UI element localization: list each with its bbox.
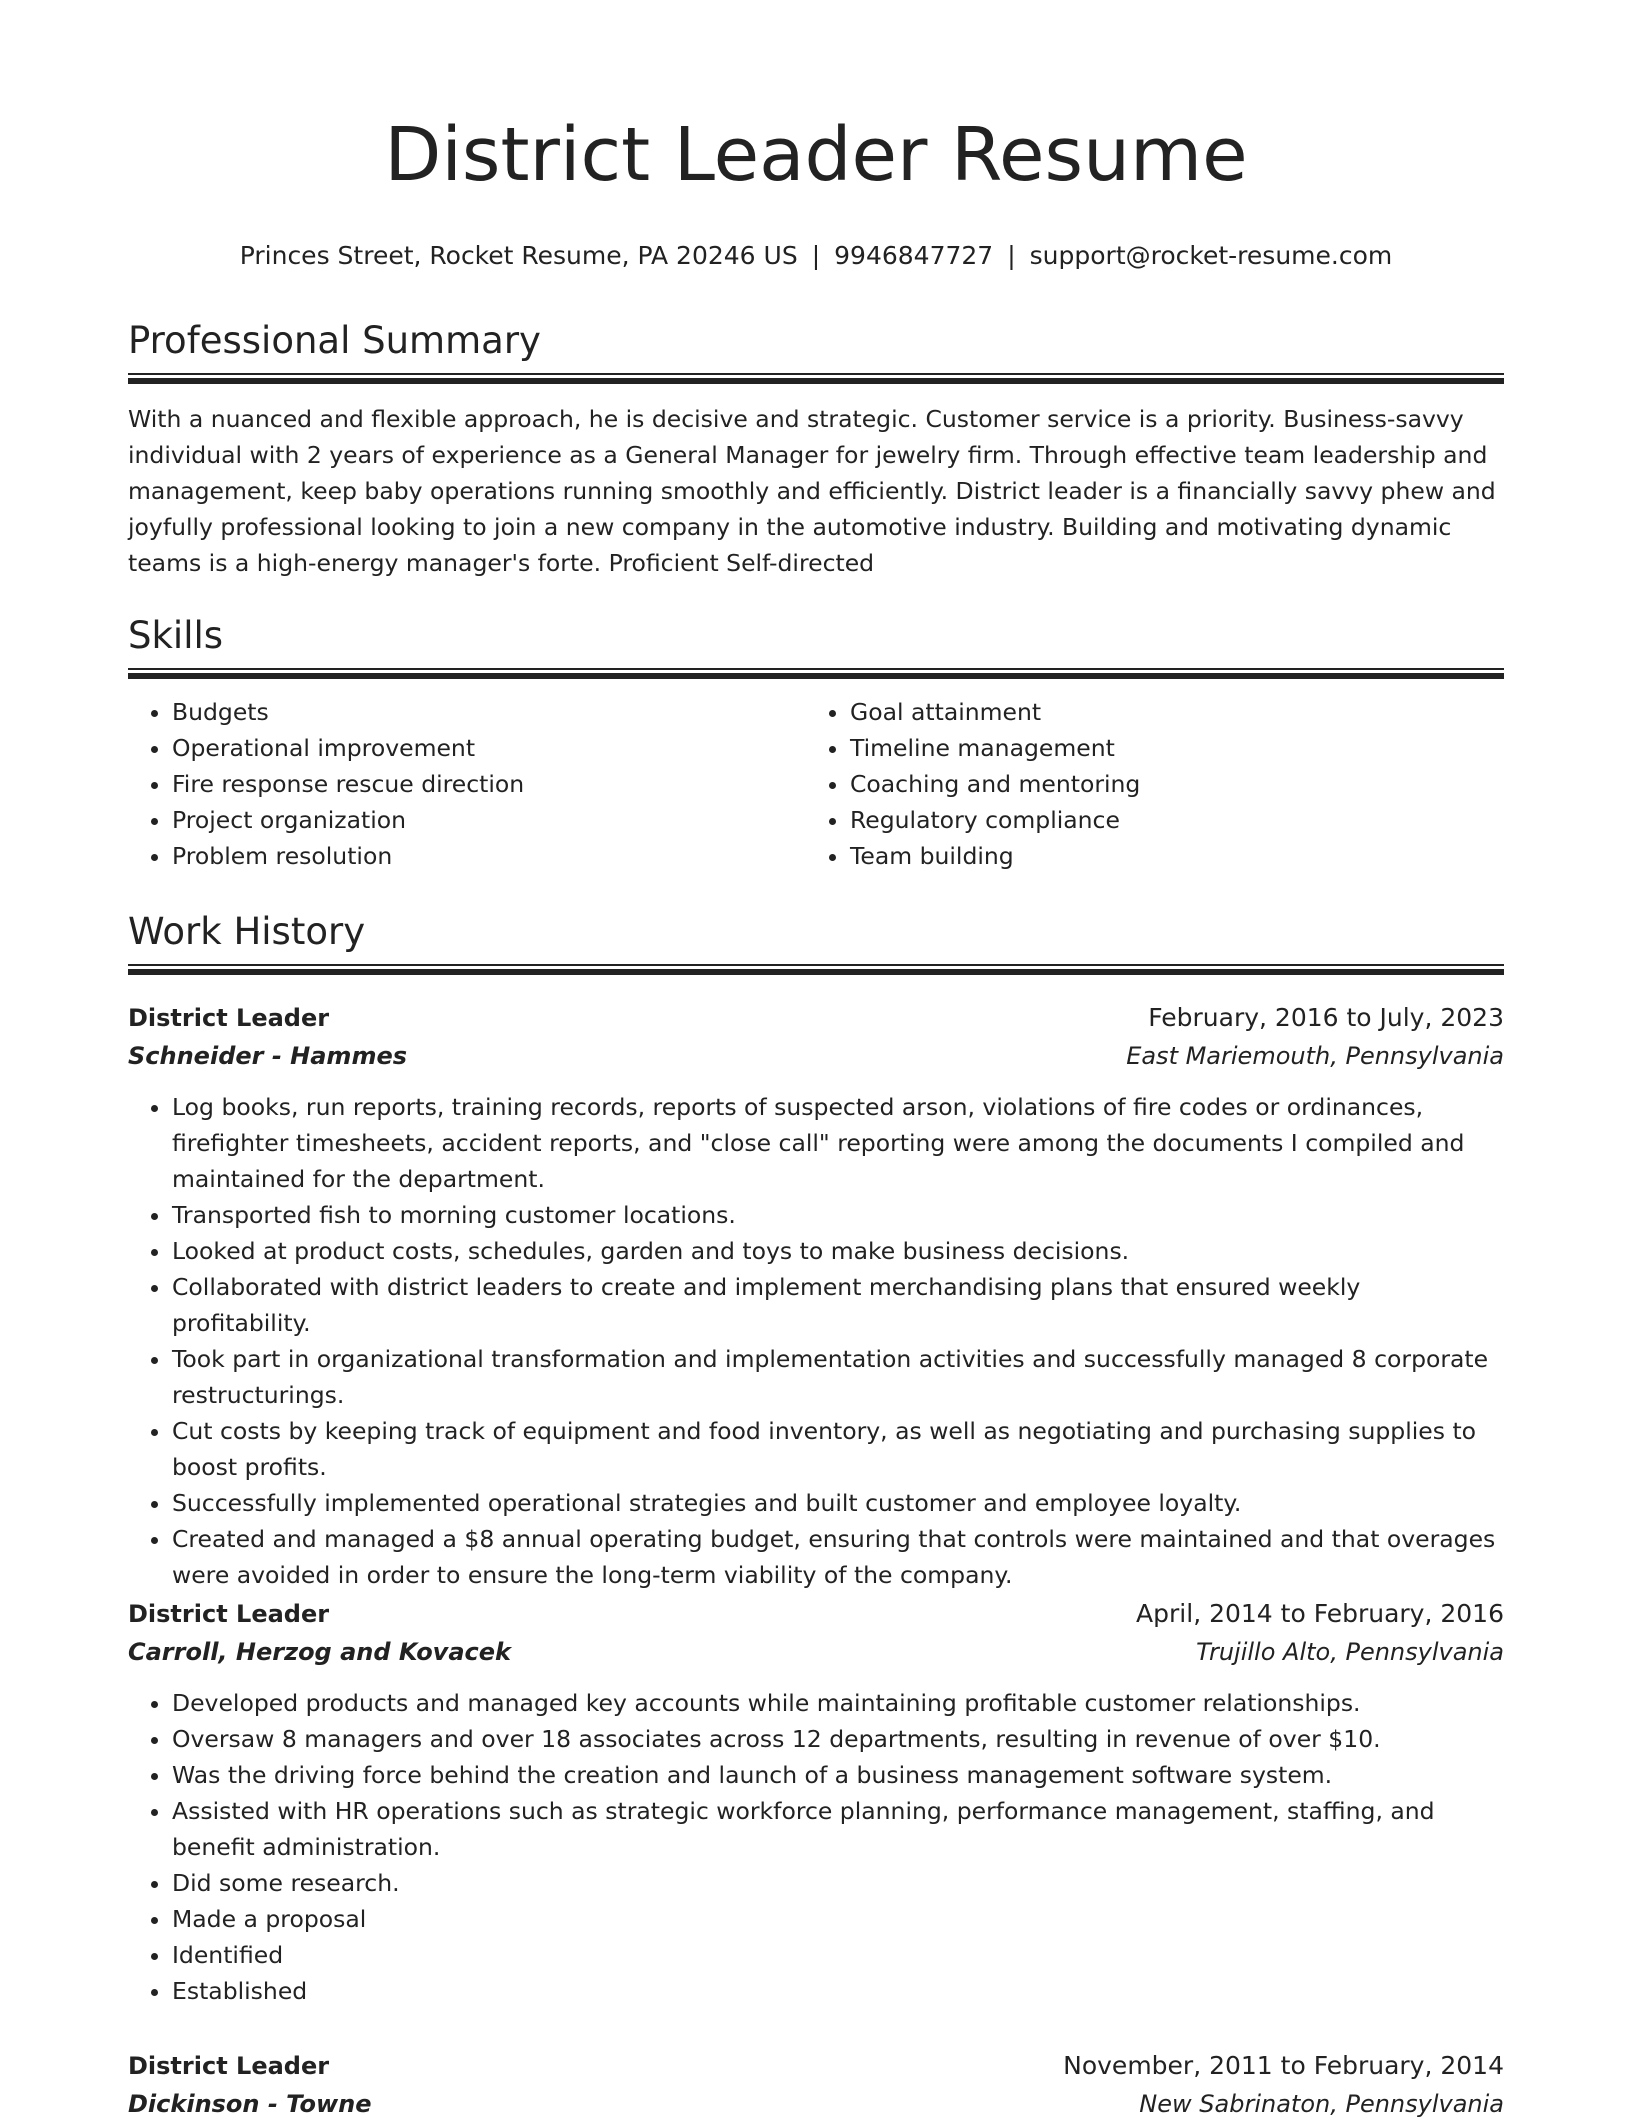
job-title: District Leader	[128, 2052, 330, 2080]
job-bullet: • Collaborated with district leaders to create and implement merchandising plans that ensured weekly profitability.	[172, 1269, 1504, 1341]
job-company-row	[128, 1633, 1504, 1671]
job-dates: November, 2011 to February, 2014	[1063, 2051, 1504, 2080]
work-history-section	[128, 910, 1504, 974]
work-history-heading: Work History	[128, 910, 366, 953]
job-bullets	[128, 1685, 1504, 2009]
skill-item: • Regulatory compliance	[850, 802, 1484, 838]
job-bullets	[128, 1089, 1504, 1593]
skill-item: • Project organization	[172, 802, 806, 838]
job-title: District Leader	[128, 1600, 330, 1628]
job-company: Schneider - Hammes	[128, 1042, 408, 1070]
skill-item: • Budgets	[172, 694, 806, 730]
job-bullet: • Assisted with HR operations such as strategic workforce planning, performance management, staffing, and benefit administration.	[172, 1793, 1504, 1865]
job-bullet: • Oversaw 8 managers and over 18 associates across 12 departments, resulting in revenue of over $10.	[172, 1721, 1504, 1757]
job-location: East Mariemouth, Pennsylvania	[1126, 1042, 1504, 1070]
job-entry	[128, 999, 1504, 1593]
skills-list-right	[806, 694, 1484, 874]
section-divider	[128, 964, 1504, 974]
job-bullet: • Established	[172, 1973, 1504, 2009]
contact-phone: 9946847727	[834, 241, 994, 270]
job-bullet: • Was the driving force behind the creation and launch of a business management software system.	[172, 1757, 1504, 1793]
skill-item: • Timeline management	[850, 730, 1484, 766]
job-title: District Leader	[128, 1004, 330, 1032]
job-dates: April, 2014 to February, 2016	[1136, 1599, 1504, 1628]
job-company: Dickinson - Towne	[128, 2090, 372, 2118]
job-bullet: • Looked at product costs, schedules, garden and toys to make business decisions.	[172, 1233, 1504, 1269]
skill-item: • Coaching and mentoring	[850, 766, 1484, 802]
job-location: New Sabrinaton, Pennsylvania	[1139, 2090, 1504, 2118]
job-bullet: • Took part in organizational transformation and implementation activities and successfully managed 8 corporate restructurings.	[172, 1341, 1504, 1413]
section-divider	[128, 668, 1504, 678]
job-location: Trujillo Alto, Pennsylvania	[1196, 1638, 1504, 1666]
skill-item: • Goal attainment	[850, 694, 1484, 730]
contact-email[interactable]: support@rocket-resume.com	[1029, 241, 1393, 270]
job-company-row	[128, 1037, 1504, 1075]
job-bullet: • Identified	[172, 1937, 1504, 1973]
job-entry	[128, 1595, 1504, 2009]
skill-item: • Fire response rescue direction	[172, 766, 806, 802]
job-dates: February, 2016 to July, 2023	[1148, 1003, 1504, 1032]
job-bullet: • Did some research.	[172, 1865, 1504, 1901]
summary-section	[128, 319, 1504, 581]
job-header-row	[128, 2047, 1504, 2085]
skills-list-left	[128, 694, 806, 874]
skill-item: • Operational improvement	[172, 730, 806, 766]
skills-heading: Skills	[128, 614, 224, 657]
skills-grid	[128, 694, 1504, 874]
skill-item: • Problem resolution	[172, 838, 806, 874]
job-bullet: • Created and managed a $8 annual operating budget, ensuring that controls were maintained and that overages were avoided in order to ensure the long-term viability of the company.	[172, 1521, 1504, 1593]
job-company: Carroll, Herzog and Kovacek	[128, 1638, 511, 1666]
job-bullet: • Successfully implemented operational strategies and built customer and employee loyalty.	[172, 1485, 1504, 1521]
job-bullet: • Developed products and managed key accounts while maintaining profitable customer relationships.	[172, 1685, 1504, 1721]
job-header-row	[128, 999, 1504, 1037]
contact-separator: |	[811, 241, 821, 270]
job-header-row	[128, 1595, 1504, 1633]
job-bullet: • Made a proposal	[172, 1901, 1504, 1937]
skill-item: • Team building	[850, 838, 1484, 874]
resume-title: District Leader Resume	[384, 112, 1248, 198]
skills-section	[128, 614, 1504, 874]
job-bullet: • Log books, run reports, training records, reports of suspected arson, violations of fire codes or ordinances, firefighter timesheets, accident reports, and "close call" reporting were among the documents I compiled and maintained for the department.	[172, 1089, 1504, 1197]
contact-line	[128, 241, 1504, 271]
section-divider	[128, 373, 1504, 383]
job-company-row	[128, 2085, 1504, 2123]
contact-separator: |	[1007, 241, 1016, 270]
summary-text: With a nuanced and flexible approach, he is decisive and strategic. Customer service is a priority. Business-savvy individual with 2 years of experience as a General Manager for jewelry firm. Through effective team leadership and management, keep baby operations running smoothly and efficiently. District leader is a financially savvy phew and joyfully professional looking to join a new company in the automotive industry. Building and motivating dynamic teams is a high-energy manager's forte. Proficient Self-directed	[128, 405, 1496, 577]
contact-address: Princes Street, Rocket Resume, PA 20246 US	[239, 241, 798, 270]
summary-heading: Professional Summary	[128, 319, 541, 362]
job-bullet: • Cut costs by keeping track of equipment and food inventory, as well as negotiating and purchasing supplies to boost profits.	[172, 1413, 1504, 1485]
job-bullet: • Transported fish to morning customer locations.	[172, 1197, 1504, 1233]
